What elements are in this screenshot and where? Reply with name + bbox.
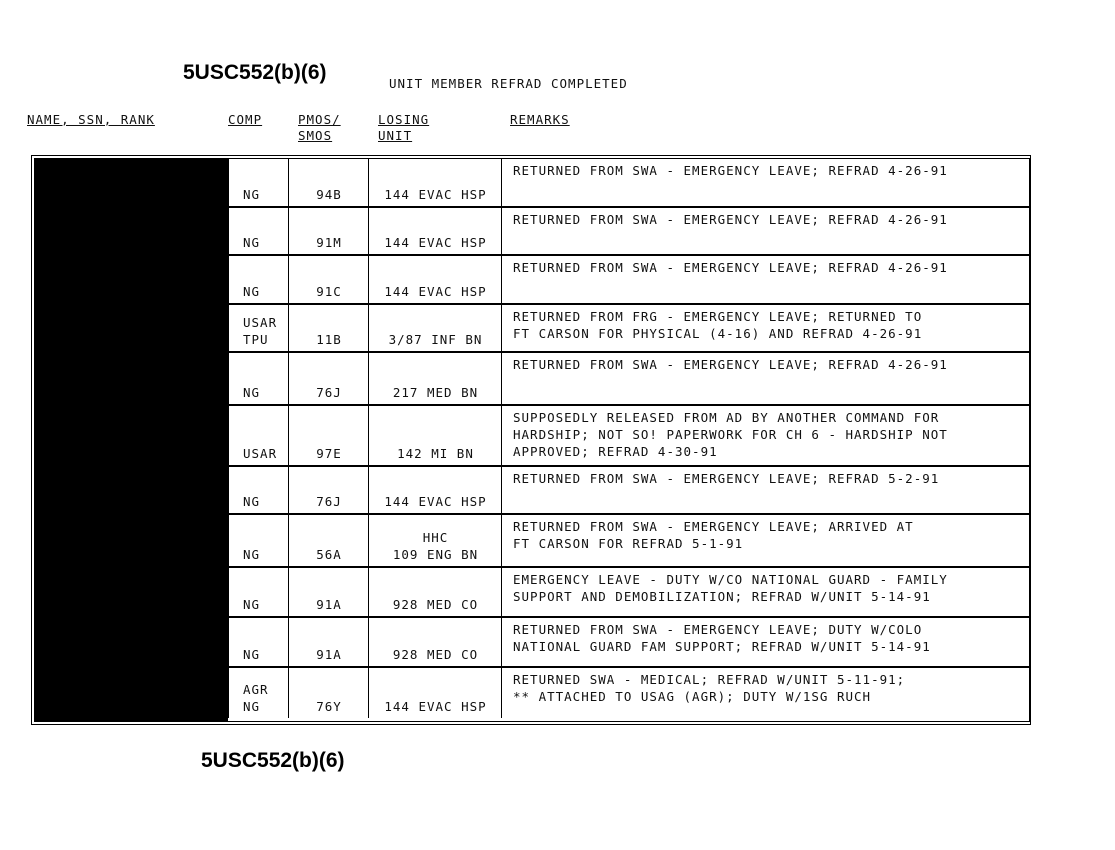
comp-cell [228,568,289,616]
pmos-cell [288,305,369,351]
table-row [228,467,1029,515]
pmos-cell-text: 97E [316,446,342,461]
losing-unit-cell [368,159,502,206]
remarks-cell-text: SUPPOSEDLY RELEASED FROM AD BY ANOTHER COMMAND FOR HARDSHIP; NOT SO! PAPERWORK FOR CH 6 - HARDSHIP NOT APPROVED; REFRAD 4-30-91 [513,410,948,459]
pmos-cell [288,467,369,513]
remarks-cell [501,515,1030,566]
remarks-cell [501,208,1030,254]
refrad-table [31,155,1031,725]
header-remarks: REMARKS [510,112,570,127]
losing-unit-cell-text: 144 EVAC HSP [384,494,487,509]
pmos-cell-text: 91M [316,235,342,250]
pmos-cell [288,159,369,206]
comp-cell [228,208,289,254]
header-losing-unit: LOSING UNIT [378,112,430,143]
losing-unit-cell-text: 144 EVAC HSP [384,699,487,714]
pmos-cell-text: 76J [316,494,342,509]
losing-unit-cell-text: 144 EVAC HSP [384,235,487,250]
losing-unit-cell [368,515,502,566]
table-row [228,668,1029,718]
losing-unit-cell-text: 144 EVAC HSP [384,187,487,202]
losing-unit-cell-text: 144 EVAC HSP [384,284,487,299]
comp-cell-text: NG [243,385,261,400]
remarks-cell [501,159,1030,206]
losing-unit-cell [368,208,502,254]
comp-cell [228,515,289,566]
losing-unit-cell [368,353,502,404]
remarks-cell-text: RETURNED FROM SWA - EMERGENCY LEAVE; REFRAD 4-26-91 [513,163,948,178]
comp-cell-text: AGR NG [243,682,269,714]
losing-unit-cell [368,668,502,718]
comp-cell [228,668,289,718]
pmos-cell [288,668,369,718]
losing-unit-cell-text: HHC 109 ENG BN [392,530,479,562]
remarks-cell [501,406,1030,465]
comp-cell [228,256,289,303]
remarks-cell [501,467,1030,513]
comp-cell [228,618,289,666]
comp-cell-text: NG [243,547,261,562]
table-row [228,256,1029,305]
remarks-cell [501,256,1030,303]
pmos-cell-text: 76J [316,385,342,400]
exemption-code-bottom: 5USC552(b)(6) [201,749,345,772]
remarks-cell [501,353,1030,404]
table-row [228,353,1029,406]
pmos-cell [288,353,369,404]
losing-unit-cell [368,256,502,303]
document-title: UNIT MEMBER REFRAD COMPLETED [389,76,628,91]
pmos-cell [288,406,369,465]
header-pmos-smos: PMOS/ SMOS [298,112,341,143]
pmos-cell [288,256,369,303]
comp-cell [228,305,289,351]
pmos-cell-text: 11B [316,332,342,347]
pmos-cell [288,515,369,566]
comp-cell-text: NG [243,235,261,250]
losing-unit-cell-text: 928 MED CO [392,647,479,662]
pmos-cell-text: 91A [316,647,342,662]
remarks-cell-text: RETURNED FROM SWA - EMERGENCY LEAVE; REFRAD 4-26-91 [513,212,948,227]
table-row [228,406,1029,467]
header-comp: COMP [228,112,263,127]
comp-cell-text: NG [243,187,261,202]
remarks-cell [501,668,1030,718]
refrad-table-inner [34,158,1030,722]
remarks-cell-text: RETURNED FROM SWA - EMERGENCY LEAVE; DUTY W/COLO NATIONAL GUARD FAM SUPPORT; REFRAD W/UNIT 5-14-91 [513,622,931,654]
losing-unit-cell-text: 3/87 INF BN [388,332,483,347]
pmos-cell [288,618,369,666]
remarks-cell-text: EMERGENCY LEAVE - DUTY W/CO NATIONAL GUARD - FAMILY SUPPORT AND DEMOBILIZATION; REFRAD W/UNIT 5-14-91 [513,572,948,604]
table-row [228,618,1029,668]
comp-cell-text: USAR TPU [243,315,278,347]
pmos-cell-text: 56A [316,547,342,562]
comp-cell-text: NG [243,597,261,612]
remarks-cell [501,305,1030,351]
remarks-cell-text: RETURNED FROM SWA - EMERGENCY LEAVE; REFRAD 5-2-91 [513,471,940,486]
pmos-cell-text: 91A [316,597,342,612]
losing-unit-cell-text: 217 MED BN [392,385,479,400]
table-row [228,305,1029,353]
comp-cell-text: NG [243,494,261,509]
remarks-cell-text: RETURNED SWA - MEDICAL; REFRAD W/UNIT 5-11-91; ** ATTACHED TO USAG (AGR); DUTY W/1SG RUCH [513,672,906,704]
exemption-code-top: 5USC552(b)(6) [183,61,327,84]
comp-cell-text: USAR [243,446,278,461]
comp-cell-text: NG [243,284,261,299]
comp-cell [228,467,289,513]
comp-cell [228,406,289,465]
remarks-cell-text: RETURNED FROM SWA - EMERGENCY LEAVE; REFRAD 4-26-91 [513,357,948,372]
pmos-cell [288,568,369,616]
losing-unit-cell-text: 928 MED CO [392,597,479,612]
losing-unit-cell [368,618,502,666]
pmos-cell-text: 94B [316,187,342,202]
comp-cell [228,353,289,404]
losing-unit-cell [368,406,502,465]
table-row [228,208,1029,256]
remarks-cell-text: RETURNED FROM SWA - EMERGENCY LEAVE; ARRIVED AT FT CARSON FOR REFRAD 5-1-91 [513,519,914,551]
comp-cell-text: NG [243,647,261,662]
remarks-cell [501,618,1030,666]
redacted-name-column [35,159,228,721]
remarks-cell [501,568,1030,616]
pmos-cell [288,208,369,254]
pmos-cell-text: 76Y [316,699,342,714]
remarks-cell-text: RETURNED FROM FRG - EMERGENCY LEAVE; RETURNED TO FT CARSON FOR PHYSICAL (4-16) AND REFRAD 4-26-91 [513,309,923,341]
table-row [228,568,1029,618]
pmos-cell-text: 91C [316,284,342,299]
losing-unit-cell [368,467,502,513]
remarks-cell-text: RETURNED FROM SWA - EMERGENCY LEAVE; REFRAD 4-26-91 [513,260,948,275]
table-row [228,159,1029,208]
losing-unit-cell-text: 142 MI BN [397,446,474,461]
losing-unit-cell [368,568,502,616]
header-name-ssn-rank: NAME, SSN, RANK [27,112,155,127]
comp-cell [228,159,289,206]
table-row [228,515,1029,568]
losing-unit-cell [368,305,502,351]
